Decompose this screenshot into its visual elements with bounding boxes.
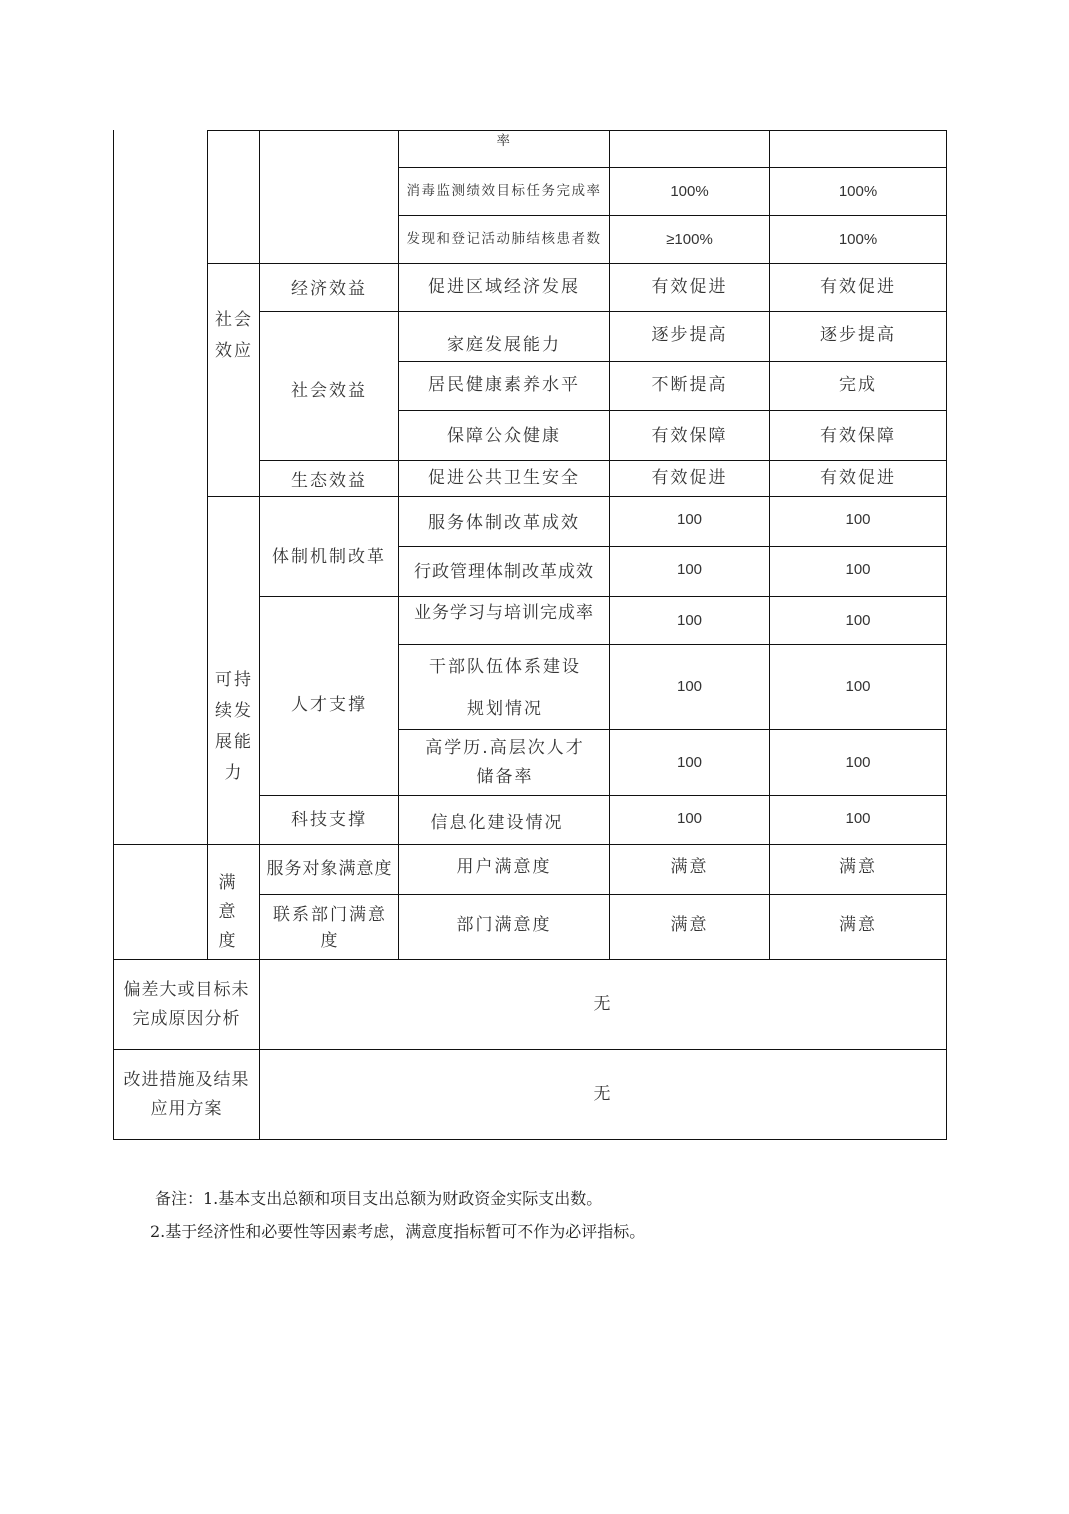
actual-cell: 100 [845,810,871,828]
indicator-cell: 信息化建设情况 [430,812,564,833]
indicator-cell: 促进区域经济发展 [428,277,580,298]
target-cell: 有效促进 [651,277,728,298]
target-cell: ≥100% [666,230,713,248]
actual-cell: 100 [845,753,871,771]
category-satisfaction: 满意度 [218,872,236,951]
target-cell: 满意 [670,857,709,878]
indicator-cell: 居民健康素养水平 [428,374,580,395]
actual-cell: 逐步提高 [820,324,896,345]
target-cell: 100 [676,810,703,828]
indicator-cell: 发现和登记活动肺结核患者数 [406,231,602,248]
grid-line [398,410,947,411]
subcategory-reform: 体制机制改革 [272,546,386,567]
table-border-left [113,130,114,1140]
actual-cell: 100 [845,678,871,696]
target-cell: 100 [676,561,703,579]
subcategory-social-benefit: 社会效益 [291,381,367,402]
actual-cell: 有效促进 [820,277,896,298]
actual-cell: 满意 [839,914,877,935]
subcategory-dept-satisfaction: 联系部门满意度 [273,905,387,951]
indicator-cell: 行政管理体制改革成效 [414,562,594,583]
target-cell: 100 [676,678,703,696]
indicator-cell: 家庭发展能力 [447,334,561,355]
actual-cell: 有效保障 [820,425,896,446]
deviation-value: 无 [593,994,613,1015]
indicator-cell: 消毒监测绩效目标任务完成率 [406,183,602,200]
target-cell: 100% [670,182,709,200]
actual-cell: 满意 [839,857,877,878]
category-sustainable: 可持续发展能力 [215,670,253,783]
grid-line [207,130,208,960]
target-cell: 不断提高 [651,374,728,395]
actual-cell: 100 [845,611,871,629]
improvement-value: 无 [593,1084,613,1105]
target-cell: 100 [676,511,703,529]
subcategory-talent: 人才支撑 [291,694,367,715]
indicator-cell: 高学历.高层次人才储备率 [425,737,585,787]
subcategory-tech: 科技支撑 [291,810,367,831]
grid-line [113,1139,947,1140]
target-cell: 逐步提高 [651,324,728,345]
indicator-cell: 服务体制改革成效 [428,513,580,534]
actual-cell: 100% [838,230,878,248]
category-social-effect: 社会效应 [215,310,253,361]
target-cell: 100 [676,753,703,771]
target-cell: 有效保障 [651,425,728,446]
indicator-cell: 率 [496,132,512,149]
actual-cell: 100 [845,561,871,579]
note-line-1: 备注：1.基本支出总额和项目支出总额为财政资金实际支出数。 [155,1189,603,1208]
actual-cell: 100 [845,511,871,529]
improvement-label: 改进措施及结果应用方案 [123,1069,250,1119]
subcategory-economic: 经济效益 [291,279,367,300]
target-cell: 满意 [670,914,709,935]
actual-cell: 完成 [839,374,877,395]
subcategory-service-satisfaction: 服务对象满意度 [266,859,393,880]
indicator-cell: 干部队伍体系建设规划情况 [429,657,581,719]
indicator-cell: 促进公共卫生安全 [428,468,580,489]
indicator-cell: 部门满意度 [456,914,552,935]
actual-cell: 有效促进 [820,468,896,489]
target-cell: 100 [676,611,703,629]
indicator-cell: 用户满意度 [456,857,552,878]
indicator-cell: 保障公众健康 [447,425,561,446]
note-line-2: 2.基于经济性和必要性等因素考虑，满意度指标暂可不作为必评指标。 [150,1222,646,1241]
target-cell: 有效促进 [651,468,728,489]
actual-cell: 100% [838,182,878,200]
indicator-cell: 业务学习与培训完成率 [414,602,594,623]
subcategory-ecological: 生态效益 [291,470,367,491]
table-border-right [946,130,947,1140]
deviation-label: 偏差大或目标未完成原因分析 [123,979,250,1029]
